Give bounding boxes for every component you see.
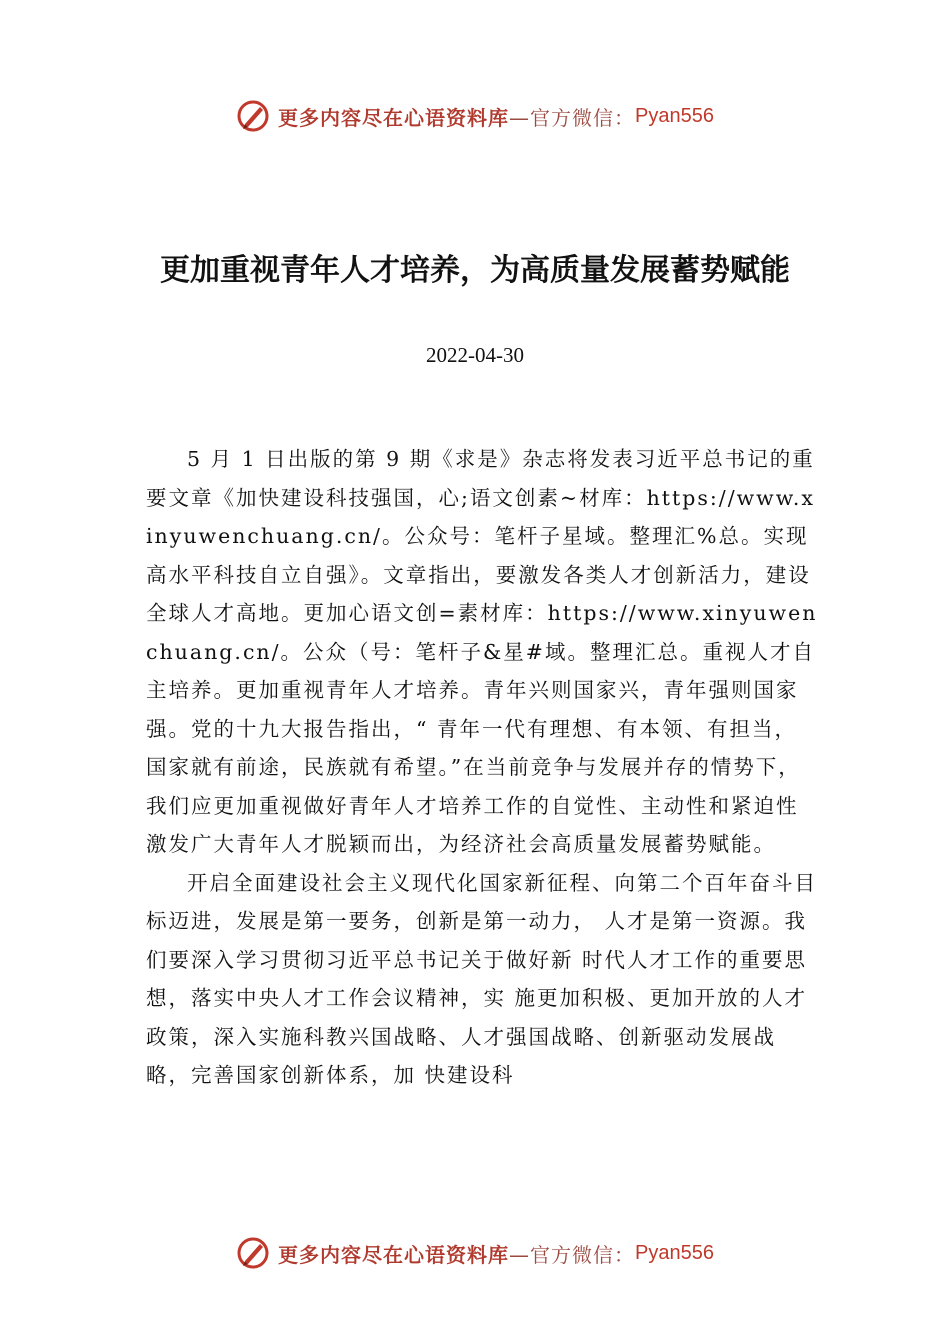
watermark-contact: —官方微信： [509, 1242, 636, 1267]
article-title: 更加重视青年人才培养，为高质量发展蓄势赋能 [160, 253, 790, 288]
watermark-brand: 更多内容尽在心语资料库 [278, 105, 510, 130]
paragraph: 5 月 1 日出版的第 9 期《求是》杂志将发表习近平总书记的重要文章《加快建设科技强国，心;语文创素~材库：https://www.xinyuwenchuang.cn/。公众号：笔杆子星域。整理汇%总。实现高水平科技自立自强》。文章指出，要激发各类人才创新活力，建设全球人才高地。更加心语文创=素材库：https://www.xinyuwenchuang.cn/。公众（号：笔杆子&星#域。整理汇总。重视人才自主培养。更加重视青年人才培养。青年兴则国家兴，青年强则国家强。党的十九大报告指出，“ 青年一代有理想、有本领、有担当，国家就有前途，民族就有希望。”在当前竞争与发展并存的情势下，我们应更加重视做好青年人才培养工作的自觉性、主动性和紧迫性激发广大青年人才脱颖而出，为经济社会高质量发展蓄势赋能。 [146, 447, 818, 856]
article-body [146, 440, 818, 1095]
watermark-wechat-id: Pyan556 [635, 1241, 714, 1264]
footer-watermark [0, 1233, 950, 1273]
watermark-brand: 更多内容尽在心语资料库 [278, 1242, 510, 1267]
paragraph: 开启全面建设社会主义现代化国家新征程、向第二个百年奋斗目标迈进，发展是第一要务，创新是第一动力， 人才是第一资源。我们要深入学习贯彻习近平总书记关于做好新 时代人才工作的重要思想，落实中央人才工作会议精神，实 施更加积极、更加开放的人才政策，深入实施科教兴国战略、人才强国战略、创新驱动发展战略，完善国家创新体系，加 快建设科 [146, 870, 817, 1087]
watermark-contact: —官方微信： [509, 105, 636, 130]
pen-circle-logo-icon [236, 99, 270, 133]
watermark-wechat-id: Pyan556 [635, 104, 714, 127]
article-date: 2022-04-30 [426, 343, 524, 367]
pen-circle-logo-icon [236, 1236, 270, 1270]
header-watermark [0, 96, 950, 136]
